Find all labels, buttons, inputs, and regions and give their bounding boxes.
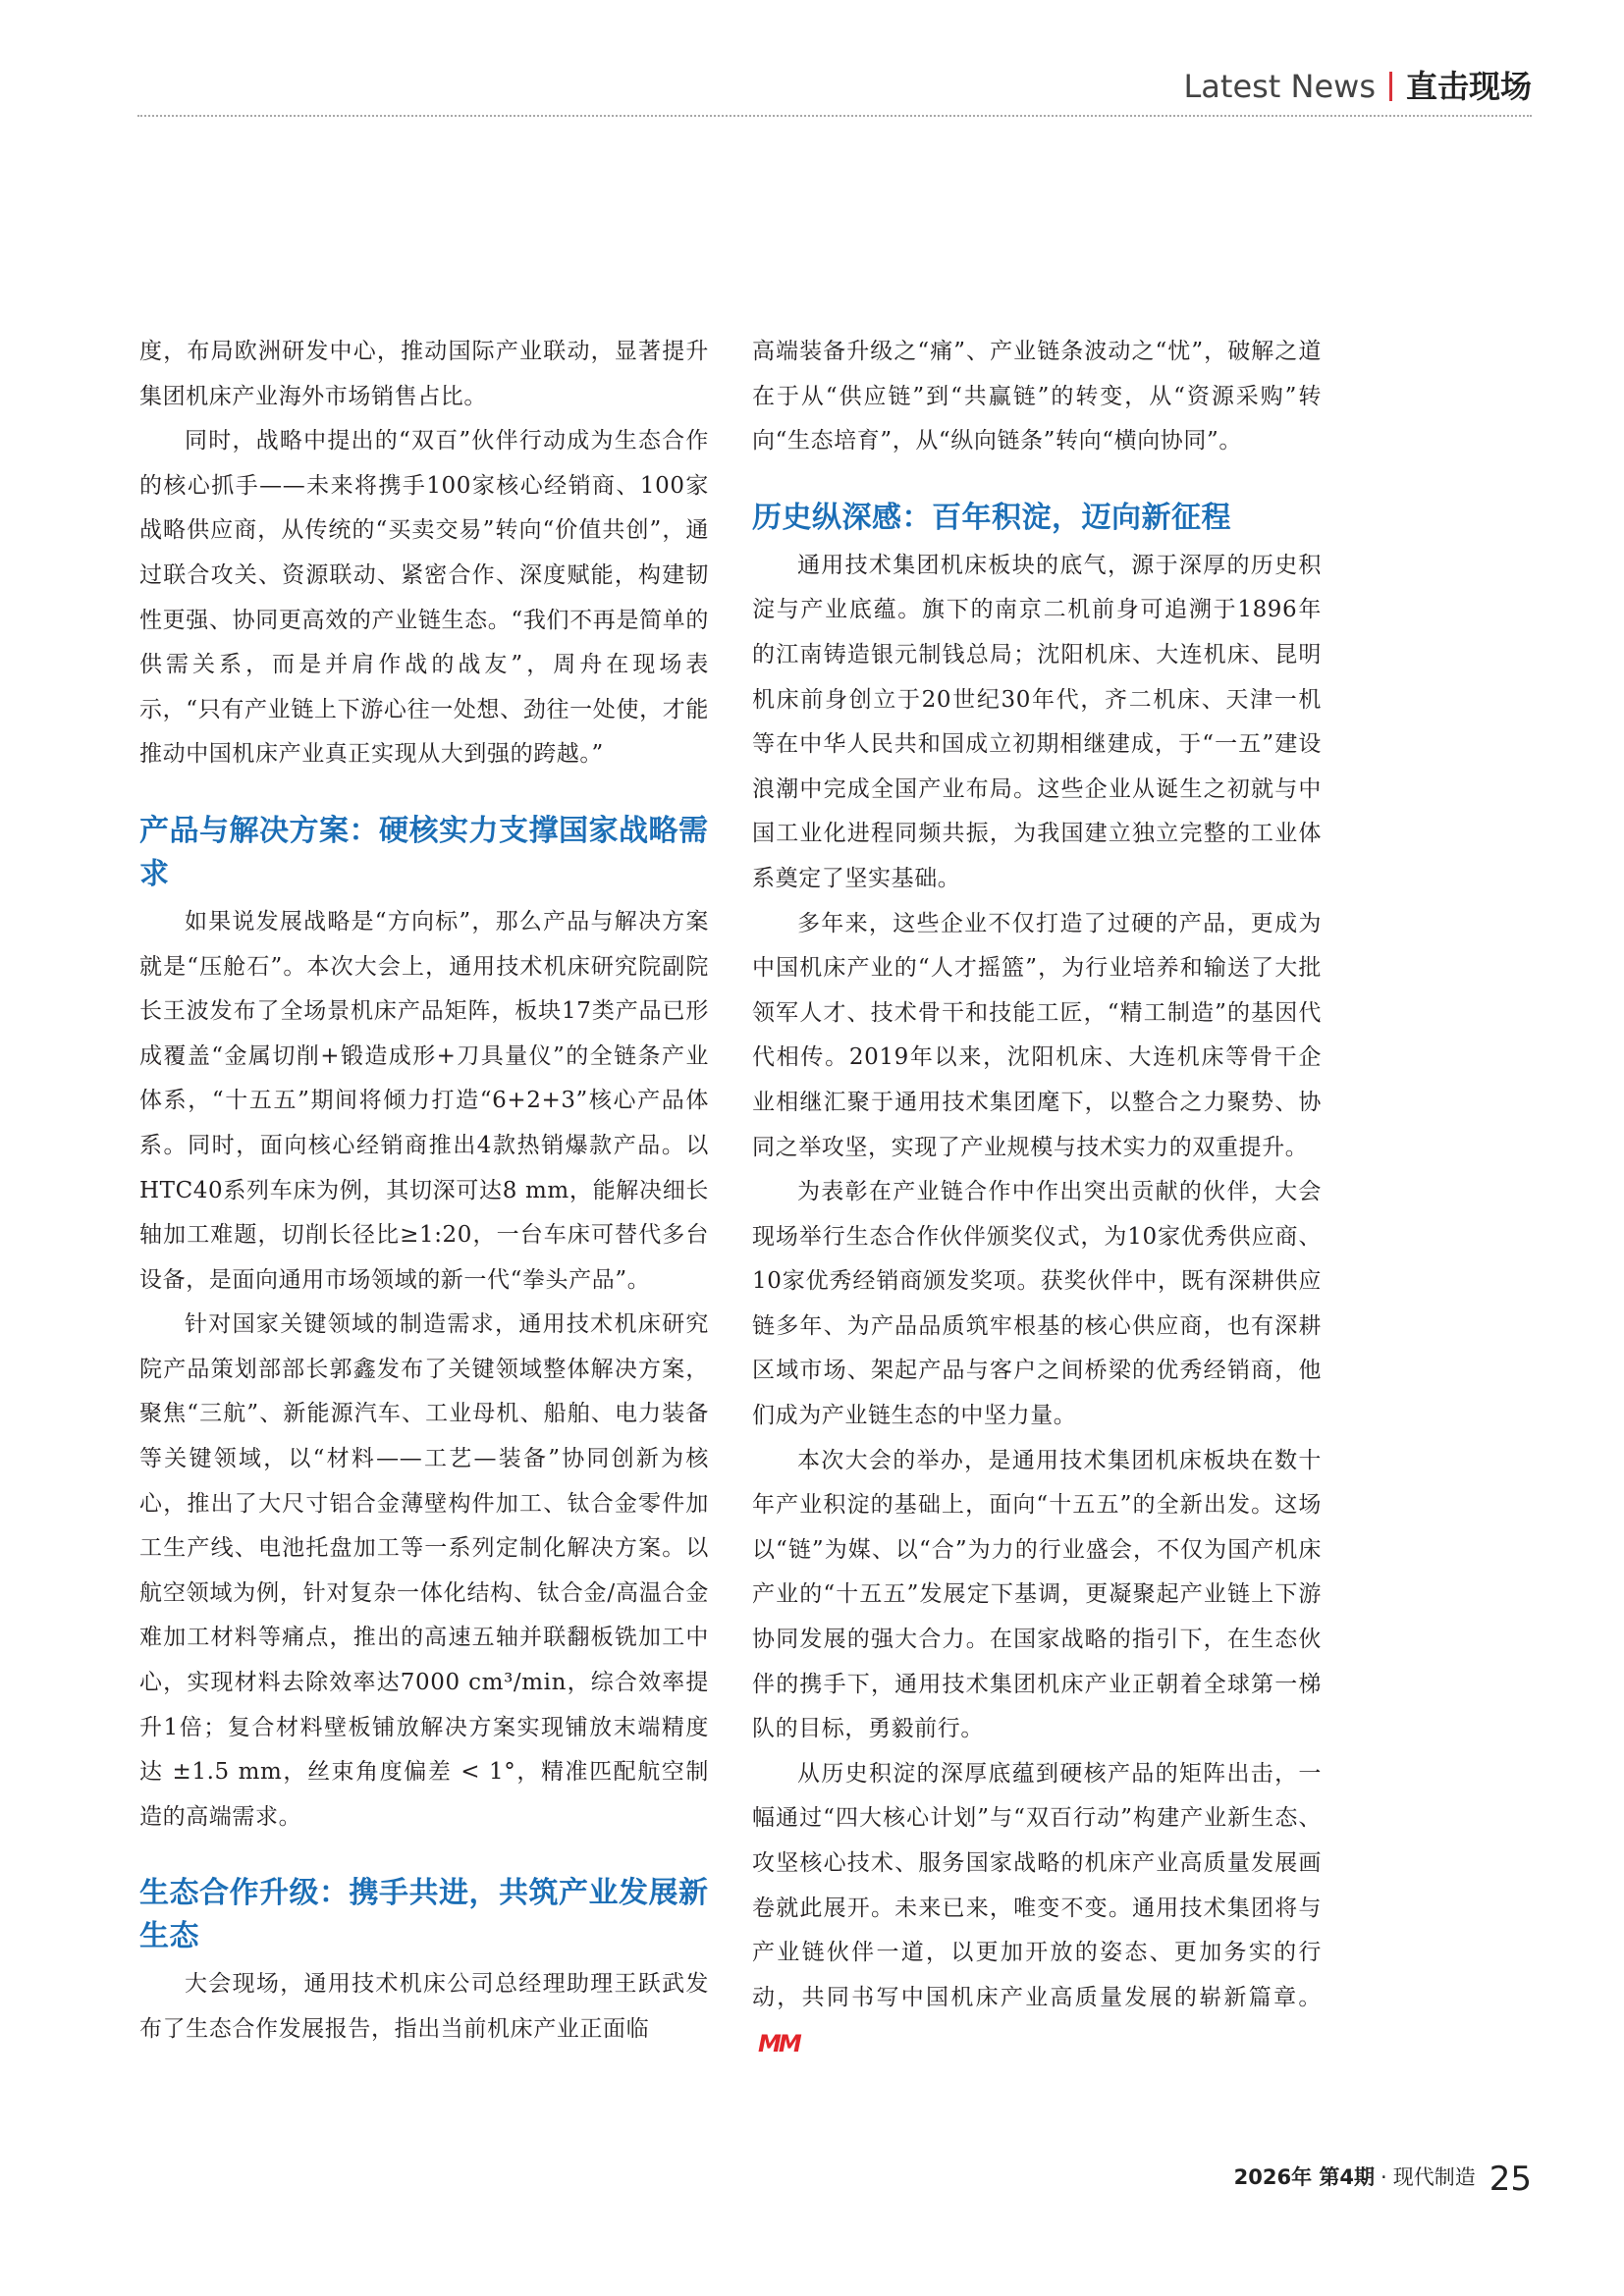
paragraph: 针对国家关键领域的制造需求，通用技术机床研究院产品策划部部长郭鑫发布了关键领域整体解决方案，聚焦“三航”、新能源汽车、工业母机、船舶、电力装备等关键领域，以“材料——工艺—装备”协同创新为核心，推出了大尺寸铝合金薄壁构件加工、钛合金零件加工生产线、电池托盘加工等一系列定制化解决方案。以航空领域为例，针对复杂一体化结构、钛合金/高温合金难加工材料等痛点，推出的高速五轴并联翻板铣加工中心，实现材料去除效率达7000 cm³/min，综合效率提升1倍；复合材料壁板铺放解决方案实现铺放末端精度达 ±1.5 mm，丝束角度偏差 < 1°，精准匹配航空制造的高端需求。 [139,1311,709,1830]
section-title-cn: 直击现场 [1405,68,1532,105]
section-title [1183,65,1532,108]
page-number: 25 [1489,2160,1532,2199]
paragraph: 如果说发展战略是“方向标”，那么产品与解决方案就是“压舱石”。本次大会上，通用技术机床研究院副院长王波发布了全场景机床产品矩阵，板块17类产品已形成覆盖“金属切削+锻造成形+刀具量仪”的全链条产业体系，“十五五”期间将倾力打造“6+2+3”核心产品体系。同时，面向核心经销商推出4款热销爆款产品。以HTC40系列车床为例，其切深可达8 mm，能解决细长轴加工难题，切削长径比≥1:20，一台车床可替代多台设备，是面向通用市场领域的新一代“拳头产品”。 [139,908,709,1293]
paragraph: 高端装备升级之“痛”、产业链条波动之“忧”，破解之道在于从“供应链”到“共赢链”的转变，从“资源采购”转向“生态培育”，从“纵向链条”转向“横向协同”。 [752,339,1322,454]
article-left-column [139,330,709,2053]
header-dotted-rule [137,115,1532,117]
section-heading-ecosystem: 生态合作升级：携手共进，共筑产业发展新生态 [139,1876,709,1954]
paragraph: 度，布局欧洲研发中心，推动国际产业联动，显著提升集团机床产业海外市场销售占比。 [139,339,709,409]
page-footer [1234,2160,1532,2209]
paragraph: 通用技术集团机床板块的底气，源于深厚的历史积淀与产业底蕴。旗下的南京二机前身可追溯于1896年的江南铸造银元制钱总局；沈阳机床、大连机床、昆明机床前身创立于20世纪30年代，齐二机床、天津一机等在中华人民共和国成立初期相继建成，于“一五”建设浪潮中完成全国产业布局。这些企业从诞生之初就与中国工业化进程同频共振，为我国建立独立完整的工业体系奠定了坚实基础。 [752,552,1322,891]
paragraph: 多年来，这些企业不仅打造了过硬的产品，更成为中国机床产业的“人才摇篮”，为行业培养和输送了大批领军人才、技术骨干和技能工匠，“精工制造”的基因代代相传。2019年以来，沈阳机床、大连机床等骨干企业相继汇聚于通用技术集团麾下，以整合之力聚势、协同之举攻坚，实现了产业规模与技术实力的双重提升。 [752,910,1322,1160]
mm-end-logo: MM [758,2030,799,2058]
page-header [0,0,1624,128]
issue-label: 2026年 第4期 [1233,2165,1376,2189]
section-heading-history: 历史纵深感：百年积淀，迈向新征程 [752,500,1231,535]
article-right-column [752,330,1322,2065]
paragraph: 为表彰在产业链合作中作出突出贡献的伙伴，大会现场举行生态合作伙伴颁奖仪式，为10家优秀供应商、10家优秀经销商颁发奖项。获奖伙伴中，既有深耕供应链多年、为产品品质筑牢根基的核心供应商，也有深耕区域市场、架起产品与客户之间桥梁的优秀经销商，他们成为产业链生态的中坚力量。 [752,1179,1322,1429]
section-title-en: Latest News [1183,68,1376,105]
magazine-name: 现代制造 [1392,2165,1476,2189]
footer-separator: · [1380,2165,1387,2189]
section-divider [1389,72,1392,101]
final-paragraph [752,1752,1322,2065]
section-heading-products: 产品与解决方案：硬核实力支撑国家战略需求 [139,813,709,891]
paragraph: 大会现场，通用技术机床公司总经理助理王跃武发布了生态合作发展报告，指出当前机床产业正面临 [139,1971,709,2042]
paragraph: 同时，战略中提出的“双百”伙伴行动成为生态合作的核心抓手——未来将携手100家核心经销商、100家战略供应商，从传统的“买卖交易”转向“价值共创”，通过联合攻关、资源联动、紧密合作、深度赋能，构建韧性更强、协同更高效的产业链生态。“我们不再是简单的供需关系，而是并肩作战的战友”，周舟在现场表示，“只有产业链上下游心往一处想、劲往一处使，才能推动中国机床产业真正实现从大到强的跨越。” [139,428,709,768]
paragraph-text: 从历史积淀的深厚底蕴到硬核产品的矩阵出击，一幅通过“四大核心计划”与“双百行动”构建产业新生态、攻坚核心技术、服务国家战略的机床产业高质量发展画卷就此展开。未来已来，唯变不变。通用技术集团将与产业链伙伴一道，以更加开放的姿态、更加务实的行动，共同书写中国机床产业高质量发展的崭新篇章。 [752,1760,1322,2010]
paragraph: 本次大会的举办，是通用技术集团机床板块在数十年产业积淀的基础上，面向“十五五”的全新出发。这场以“链”为媒、以“合”为力的行业盛会，不仅为国产机床产业的“十五五”发展定下基调，更凝聚起产业链上下游协同发展的强大合力。在国家战略的指引下，在生态伙伴的携手下，通用技术集团机床产业正朝着全球第一梯队的目标，勇毅前行。 [752,1447,1322,1742]
